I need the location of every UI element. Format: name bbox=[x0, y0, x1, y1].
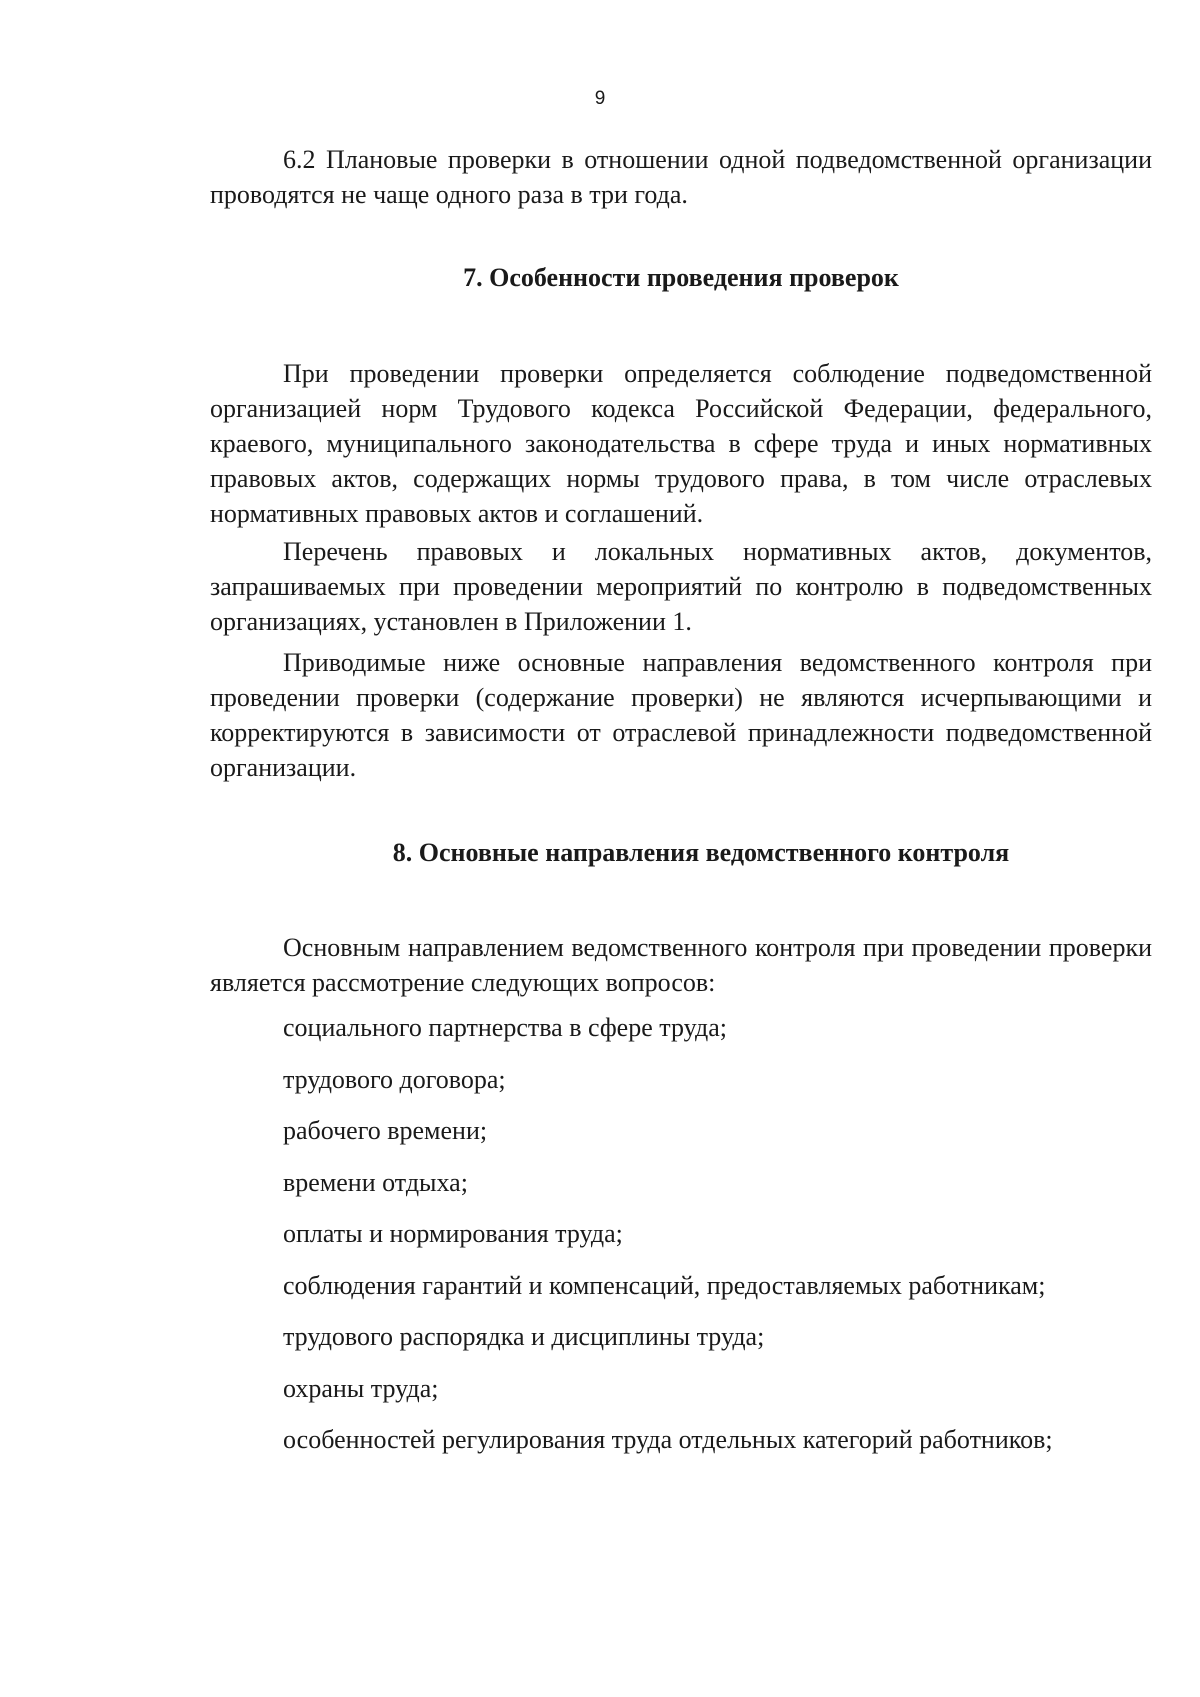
list-item: трудового договора; bbox=[283, 1064, 506, 1094]
section-7-paragraph-2-block bbox=[210, 534, 1152, 639]
section-7-paragraph: Перечень правовых и локальных нормативных актов, документов, запрашиваемых при проведении мероприятий по контролю в подведомственных организациях, установлен в Приложении 1. bbox=[210, 537, 1152, 636]
section-8-paragraph-block bbox=[210, 930, 1152, 1000]
intro-paragraph: 6.2 Плановые проверки в отношении одной подведомственной организации проводятся не чаще одного раза в три года. bbox=[210, 145, 1152, 209]
list-item: оплаты и нормирования труда; bbox=[283, 1219, 623, 1248]
list-item: рабочего времени; bbox=[283, 1116, 488, 1145]
intro-paragraph-block bbox=[210, 142, 1152, 212]
section-7-paragraph: При проведении проверки определяется соблюдение подведомственной организацией норм Трудового кодекса Российской Федерации, федерального, краевого, муниципального законодательства в сфере труда и иных нормативных правовых актов, содержащих нормы трудового права, в том числе отраслевых нормативных правовых актов и соглашений. bbox=[210, 359, 1152, 528]
section-8-paragraph: Основным направлением ведомственного контроля при проведении проверки является рассмотрение следующих вопросов: bbox=[210, 933, 1152, 997]
list-item: социального партнерства в сфере труда; bbox=[283, 1013, 727, 1042]
list-item: особенностей регулирования труда отдельных категорий работников; bbox=[283, 1425, 1053, 1454]
list-item: трудового распорядка и дисциплины труда; bbox=[283, 1322, 765, 1351]
section-7-paragraph-3-block bbox=[210, 645, 1152, 785]
list-item: охраны труда; bbox=[283, 1373, 439, 1403]
section-7-paragraph: Приводимые ниже основные направления ведомственного контроля при проведении проверки (содержание проверки) не являются исчерпывающими и корректируются в зависимости от отраслевой принадлежности подведомственной организации. bbox=[210, 648, 1152, 782]
page-number: 9 bbox=[594, 88, 606, 109]
list-item: соблюдения гарантий и компенсаций, предоставляемых работникам; bbox=[283, 1270, 1046, 1300]
list-item: времени отдыха; bbox=[283, 1167, 468, 1197]
section-7-heading: 7. Особенности проведения проверок bbox=[463, 263, 899, 292]
section-8-heading: 8. Основные направления ведомственного контроля bbox=[392, 838, 1010, 867]
section-7-paragraph-1-block bbox=[210, 356, 1152, 531]
control-areas-list bbox=[283, 1010, 1163, 1474]
